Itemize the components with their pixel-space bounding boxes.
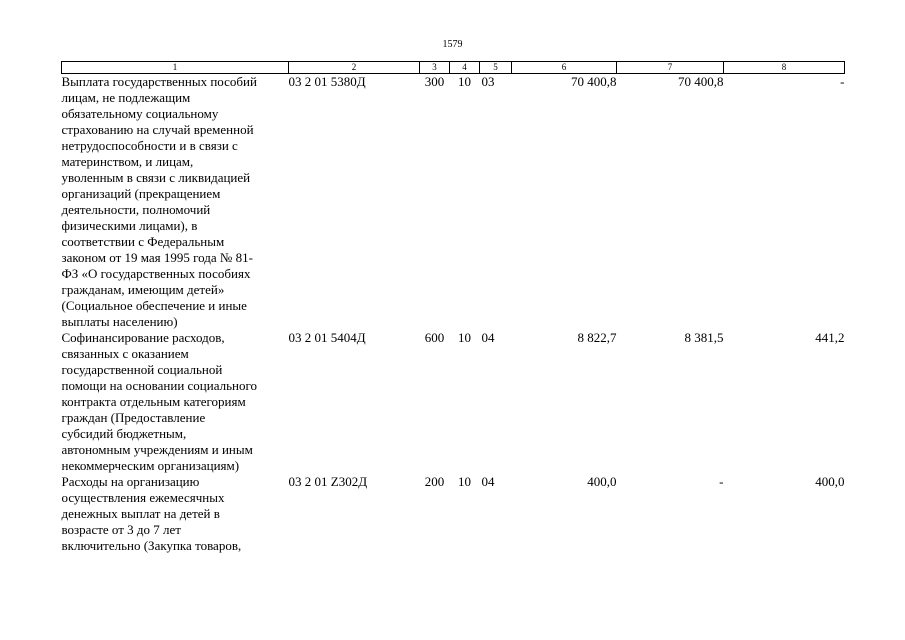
row-col8: 441,2 bbox=[815, 330, 845, 345]
column-header-3: 3 bbox=[420, 62, 450, 74]
row-code: 03 2 01 5380Д bbox=[288, 74, 366, 89]
row-col4: 10 bbox=[458, 474, 471, 489]
row-code: 03 2 01 Z302Д bbox=[288, 474, 368, 489]
row-col7: 70 400,8 bbox=[678, 74, 724, 89]
table-header bbox=[62, 62, 845, 74]
header-row bbox=[62, 62, 845, 74]
row-col7: - bbox=[719, 474, 724, 489]
column-header-1: 1 bbox=[62, 62, 289, 74]
table-row bbox=[62, 74, 845, 331]
column-header-8: 8 bbox=[724, 62, 845, 74]
row-col4: 10 bbox=[458, 74, 471, 89]
row-col3: 600 bbox=[424, 330, 445, 345]
row-col6: 400,0 bbox=[587, 474, 617, 489]
row-col6: 8 822,7 bbox=[577, 330, 617, 345]
column-header-5: 5 bbox=[480, 62, 512, 74]
row-col8: - bbox=[840, 74, 845, 89]
row-col3: 300 bbox=[424, 74, 445, 89]
page-number: 1579 bbox=[442, 39, 463, 50]
row-code: 03 2 01 5404Д bbox=[288, 330, 366, 345]
column-header-4: 4 bbox=[450, 62, 480, 74]
row-col5: 04 bbox=[481, 330, 495, 345]
row-col4: 10 bbox=[458, 330, 471, 345]
row-name: Расходы на организацию осуществления ежемесячных денежных выплат на детей в возрасте от 3 до 7 лет включительно (Закупка товаров, bbox=[61, 474, 242, 553]
column-header-2: 2 bbox=[289, 62, 420, 74]
column-header-6: 6 bbox=[512, 62, 617, 74]
table-body bbox=[62, 74, 845, 555]
row-col8: 400,0 bbox=[815, 474, 845, 489]
row-col6: 70 400,8 bbox=[571, 74, 617, 89]
budget-table bbox=[61, 61, 845, 554]
table-row bbox=[62, 330, 845, 474]
column-header-7: 7 bbox=[617, 62, 724, 74]
row-col7: 8 381,5 bbox=[684, 330, 724, 345]
row-name: Выплата государственных пособий лицам, не подлежащим обязательному социальному страхованию на случай временной нетрудоспособности и в связи с материнством, и лицам, уволенным в связи с ликвидацией организаций (прекращением деятельности, полномочий физическими лицами), в соответствии с Федеральным законом от 19 мая 1995 года № 81- ФЗ «О государственных пособиях гражданам, имеющим детей» (Социальное обеспечение и иные выплаты населению) bbox=[61, 74, 257, 329]
row-col5: 03 bbox=[481, 74, 495, 89]
row-col3: 200 bbox=[424, 474, 445, 489]
table-row bbox=[62, 474, 845, 554]
row-name: Софинансирование расходов, связанных с оказанием государственной социальной помощи на основании социального контракта отдельным категориям граждан (Предоставление субсидий бюджетным, автономным учреждениям и иным некоммерческим организациям) bbox=[61, 330, 257, 473]
row-col5: 04 bbox=[481, 474, 495, 489]
